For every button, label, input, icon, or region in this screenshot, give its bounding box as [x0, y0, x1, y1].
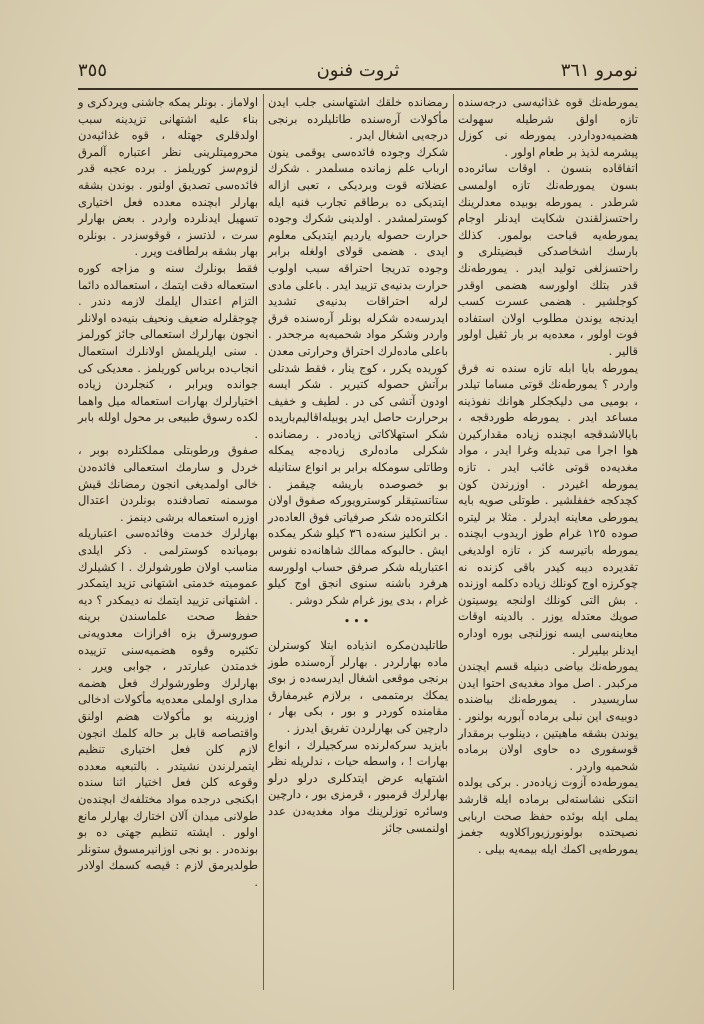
paragraph: يمورطه بايا ابله تازه سنده نه فرق واردر ؟ يمورطه‌نك قوتى مساما تيلدر ، بوميى مى دليكجكلر هوانك نفوذينه مساعد ايدر . يمورطه طوردقجه ، بايالاشدقجه ابچنده زياده مقداركيرن هوا اجرا مى تبديله وغرا ايدر ، مواد مغديه‌ده قوتى غائب ايدر . تازه يمورطه اغيردر . اوزرندن كون كچدكجه خففلشير . طوتلى صويه بايه يمورطى معاينه ايدرلر . مثلا بر ليتره صوده ١٢٥ غرام طوز اريدوب ابچنده يمورطه باتيرسه كز ، تازه اولديغى تقديرده ديبه كيدر باقى كزنده نه چوكرزه اوج كونلك زياده دكلمه اوزنده . بش التى كونلك اولنجه يوسيتون صويك معتدله يوزر . بالدينه اوقات معاينه‌سى ايسه نوزلنجى بوره اوداره ايدنلر بيليرلر . — [458, 360, 638, 657]
column-left — [78, 94, 258, 990]
publication-title: ثروت فنون — [316, 60, 400, 81]
paragraph: اولاماز . بونلر يمكه جاشنى ويردكرى و بناء عليه اشتهانى تزيدينه سبب اولدقلرى جهتله ، قوه غذائيه‌دن محروميتلرينى نظر اعتباره آلمرق لزوم‌سز كوريلمز . برده عجبه قدر فائده‌سى تصديق اولنور . بوندن بشقه بهارلر ابچنده معدده فعل اختيارى تسهيل ايدنلرده واردر . بعض بهارلر سرت ، لذتسز ، قوقوسزدر . بونلره بهار بشقه برلطافت ويرر . — [78, 95, 258, 259]
section-separator: ••• — [343, 615, 373, 629]
paragraph: شكرك وجوده فائده‌سى يوقمى ينون ارباب علم زمانده مسلمدر . شكرك عضلاته قوت وبرديكى ، تعبى ازاله ايتديكى ده برطاقم تجارب فنيه ايله كوسترلمشدر . اولدينى شكرك وجوده حرارت حصوله يارديم ايتديكى معلوم ايدى . هضمى قولاى اولغله برابر وجوده تدريجا احتراقه سبب اولوب حرارت بدنيه‌ى تزييد ايدر . باعلى مادى لرله احتراقات بدنيه‌ى تشديد ايدرسه‌ده شكرله بونلر آره‌سنده فرق واردر وشكر مواد شحميه‌يه مرجحدر . باعلى ماده‌لرك احتراق وحرارتى معدن كوريده يكرر ، كوج ينار ، فقط شدتلى برآتش حصوله كتيرير . شكر ايسه اودون آتشى كى در . لطيف و خفيف برحرارت حاصل ايدر يوبيله‌اقاليم‌باريده شكر استهلاكاتى زياده‌در . رمضانده شكرلى ماده‌لرى زياده‌جه يمكله وطاتلى سومكله برابر بر انواع ستانيله بو خصوصده باريشه چيقمز . ستاتستيقلر كوسترويوركه صفوق اولان انكلتره‌ده شكر صرفياتى فوق العاده‌در . بر انكليز سنه‌ده ٣٦ كيلو شكر يمكده ايش . حالبوكه ممالك شاهانه‌ده نفوس اعتباريله شكر صرفق حساب اولورسه هرفرد باشنه سنوى انجق اوج كيلو غرام ، بدى يوز غرام شكر دوشر . — [268, 144, 448, 607]
column-divider — [453, 94, 454, 990]
paragraph: يمورطه‌نك بياضى دبنيله قسم ايچندن مركبدر . اصل مواد مغديه‌ى احتوا ايدن ساريسيدر . يمورطه‌نك بياضنده دوبيه‌ى اين نبلى برماده آبوربه بولنور . يوندن بشقه ماهيتين ، دينلوب برمقدار قوسفورى ده حاوى اولان برماده شحميه واردر . — [458, 659, 638, 773]
paragraph: يمورطه‌ده آزوت زياده‌در . بركى يولده انتكى نشاسته‌لى برماده ايله قارشد يملى ايله بوئده حفظ صحت اربابى نصيحتده بولونورزيوراكلاويه جغمز يمورطه‌يى اكمك ايله بيمه‌يه بيلى . — [458, 775, 638, 856]
paragraph: فقط بونلرك سنه و مزاجه كوره استعماله دقت ايتمك ، استعمالده دائما التزام اعتدال ايلمك لازمه دندر . چوجقلرله ضعيف ونحيف بنيه‌ده اولانلر انجون بهارلرك استعمالى جائز كورلمز . سنى ايلريلمش اولانلرك استعمال انجاب‌ده برباس كوريلمز . معديكى كى جوانده ويرابر ، كنجلردن زياده اختيارلرك بهارات استعماله ميل واهما لكده رسوق طبيعى بر محول اولله بابر . — [78, 260, 258, 441]
issue-number: نومرو ٣٦١ — [560, 60, 638, 81]
column-right — [458, 94, 638, 990]
paragraph: بهارلرك خدمت وفائده‌سى اعتباريله بوميانده كوسترلمى . ذكر ايلدى مناسب اولان طورشولرك . ا كشيلرك عموميته خدمتى اشتهانى تزيد ايتمكدر . اشتهانى تزييد ايتمك نه ديمكدر ؟ ديه حفظ صحت علماسندن برينه صوروسرق بزه افرازات معدويه‌نى تكثيره وقوه هضميه‌سنى تزييده خدمتدن عبارتدر ، جوابى ويرر . بهارلرك وطورشولرك فعل هضمه مدارى اولملى معده‌يه مأكولات ادخالى اوزرينه بو مأكولات هضم اولنق واقتصاصه قابل بر حاله كلمك انجون لازم كلن فعل اختيارى تنظيم ايتمرلرندن نشيتدر . بالتبعيه معدده وقوعه كلن فعل اختيار اثنا سنده ابكنجى درجده مواد مختلفه‌ك ابچنده‌ن طولانى ميدان آلان اختارك بهارلر مانع اولور . ايشته تنظيم جهتى ده بو بونده‌در . بو نجى اوزانيرمسوق ستونلر طولديرمق لازم : قيصه كسمك اولادر . — [78, 526, 258, 889]
paragraph: صفوق ورطوبتلى مملكتلرده بوبر ، خردل و سارمك استعمالى فائده‌دن خالى اولمديغى انجون رمضانك قيش موسمنه تصادفنده بونلردن اعتدال اوزره استعماله برشى دينمز . — [78, 443, 258, 524]
column-divider — [263, 94, 264, 990]
page-header — [78, 56, 638, 86]
paragraph: رمضانده خلقك اشتهاسنى جلب ايدن مأكولات آره‌سنده طاتليلرده برنجى درجه‌يى اشغال ايدر . — [268, 95, 448, 143]
paragraph: بايزيد سركه‌لرنده سركجيلرك ، انواع بهارات ! ، واسطه حيات ، ندلريله نظر اشتهايه عرض ايتدكلرى درلو درلو بهارلرك قرمبور ، قرمزى بور ، دارچين وسائره توزلرينك مواد مغديه‌دن عدد اولنمسى جائز — [268, 737, 448, 835]
column-middle — [268, 94, 448, 990]
page-number: ٣٥٥ — [78, 60, 108, 81]
paragraph: اتفاقاده بنسون . اوقات سائره‌ده بسون يمورطه‌نك تازه اولمسى شرطدر . يمورطه بوبيده معدلرينك راحتسزلقندن شكايت ايدنلر اوجام يمورطه‌يه قباحت بولمور. كذلك بارسك اشخاصدكى قبضيتلرى و راحتسزلغى توليد ايدر . يمورطه‌نك قدر بتلك اولورسه هضمى اوقدر كوجلشير . هضمى عسرت كسب ايدنجه يوندن مطلوب اولان استفاده فوت اولور ، معده‌يه بر بار ثقيل اولور قالير . — [458, 161, 638, 358]
text-columns — [78, 94, 638, 990]
paragraph: طاتليدن‌مكره انذياده ابتلا كوسترلن ماده بهارلردر . بهارلر آره‌سنده طوز برنجى موقعى اشغال ايدرسه‌ده ز بوى يمكك برمتممى ، برلازم غيرمفارق مقامنده كوردر و بور ، بكى بهار ، دارچين كى بهارلردن تفريق ايدرز . — [268, 638, 448, 735]
header-rule — [78, 88, 638, 90]
paragraph: يمورطه‌نك قوه غذائيه‌سى درجه‌سنده تازه اولق شرطيله سهولت هضميه‌دوداردر. يمورطه نى كوزل پيشرمه لذيذ بر طعام اولور . — [458, 95, 638, 159]
